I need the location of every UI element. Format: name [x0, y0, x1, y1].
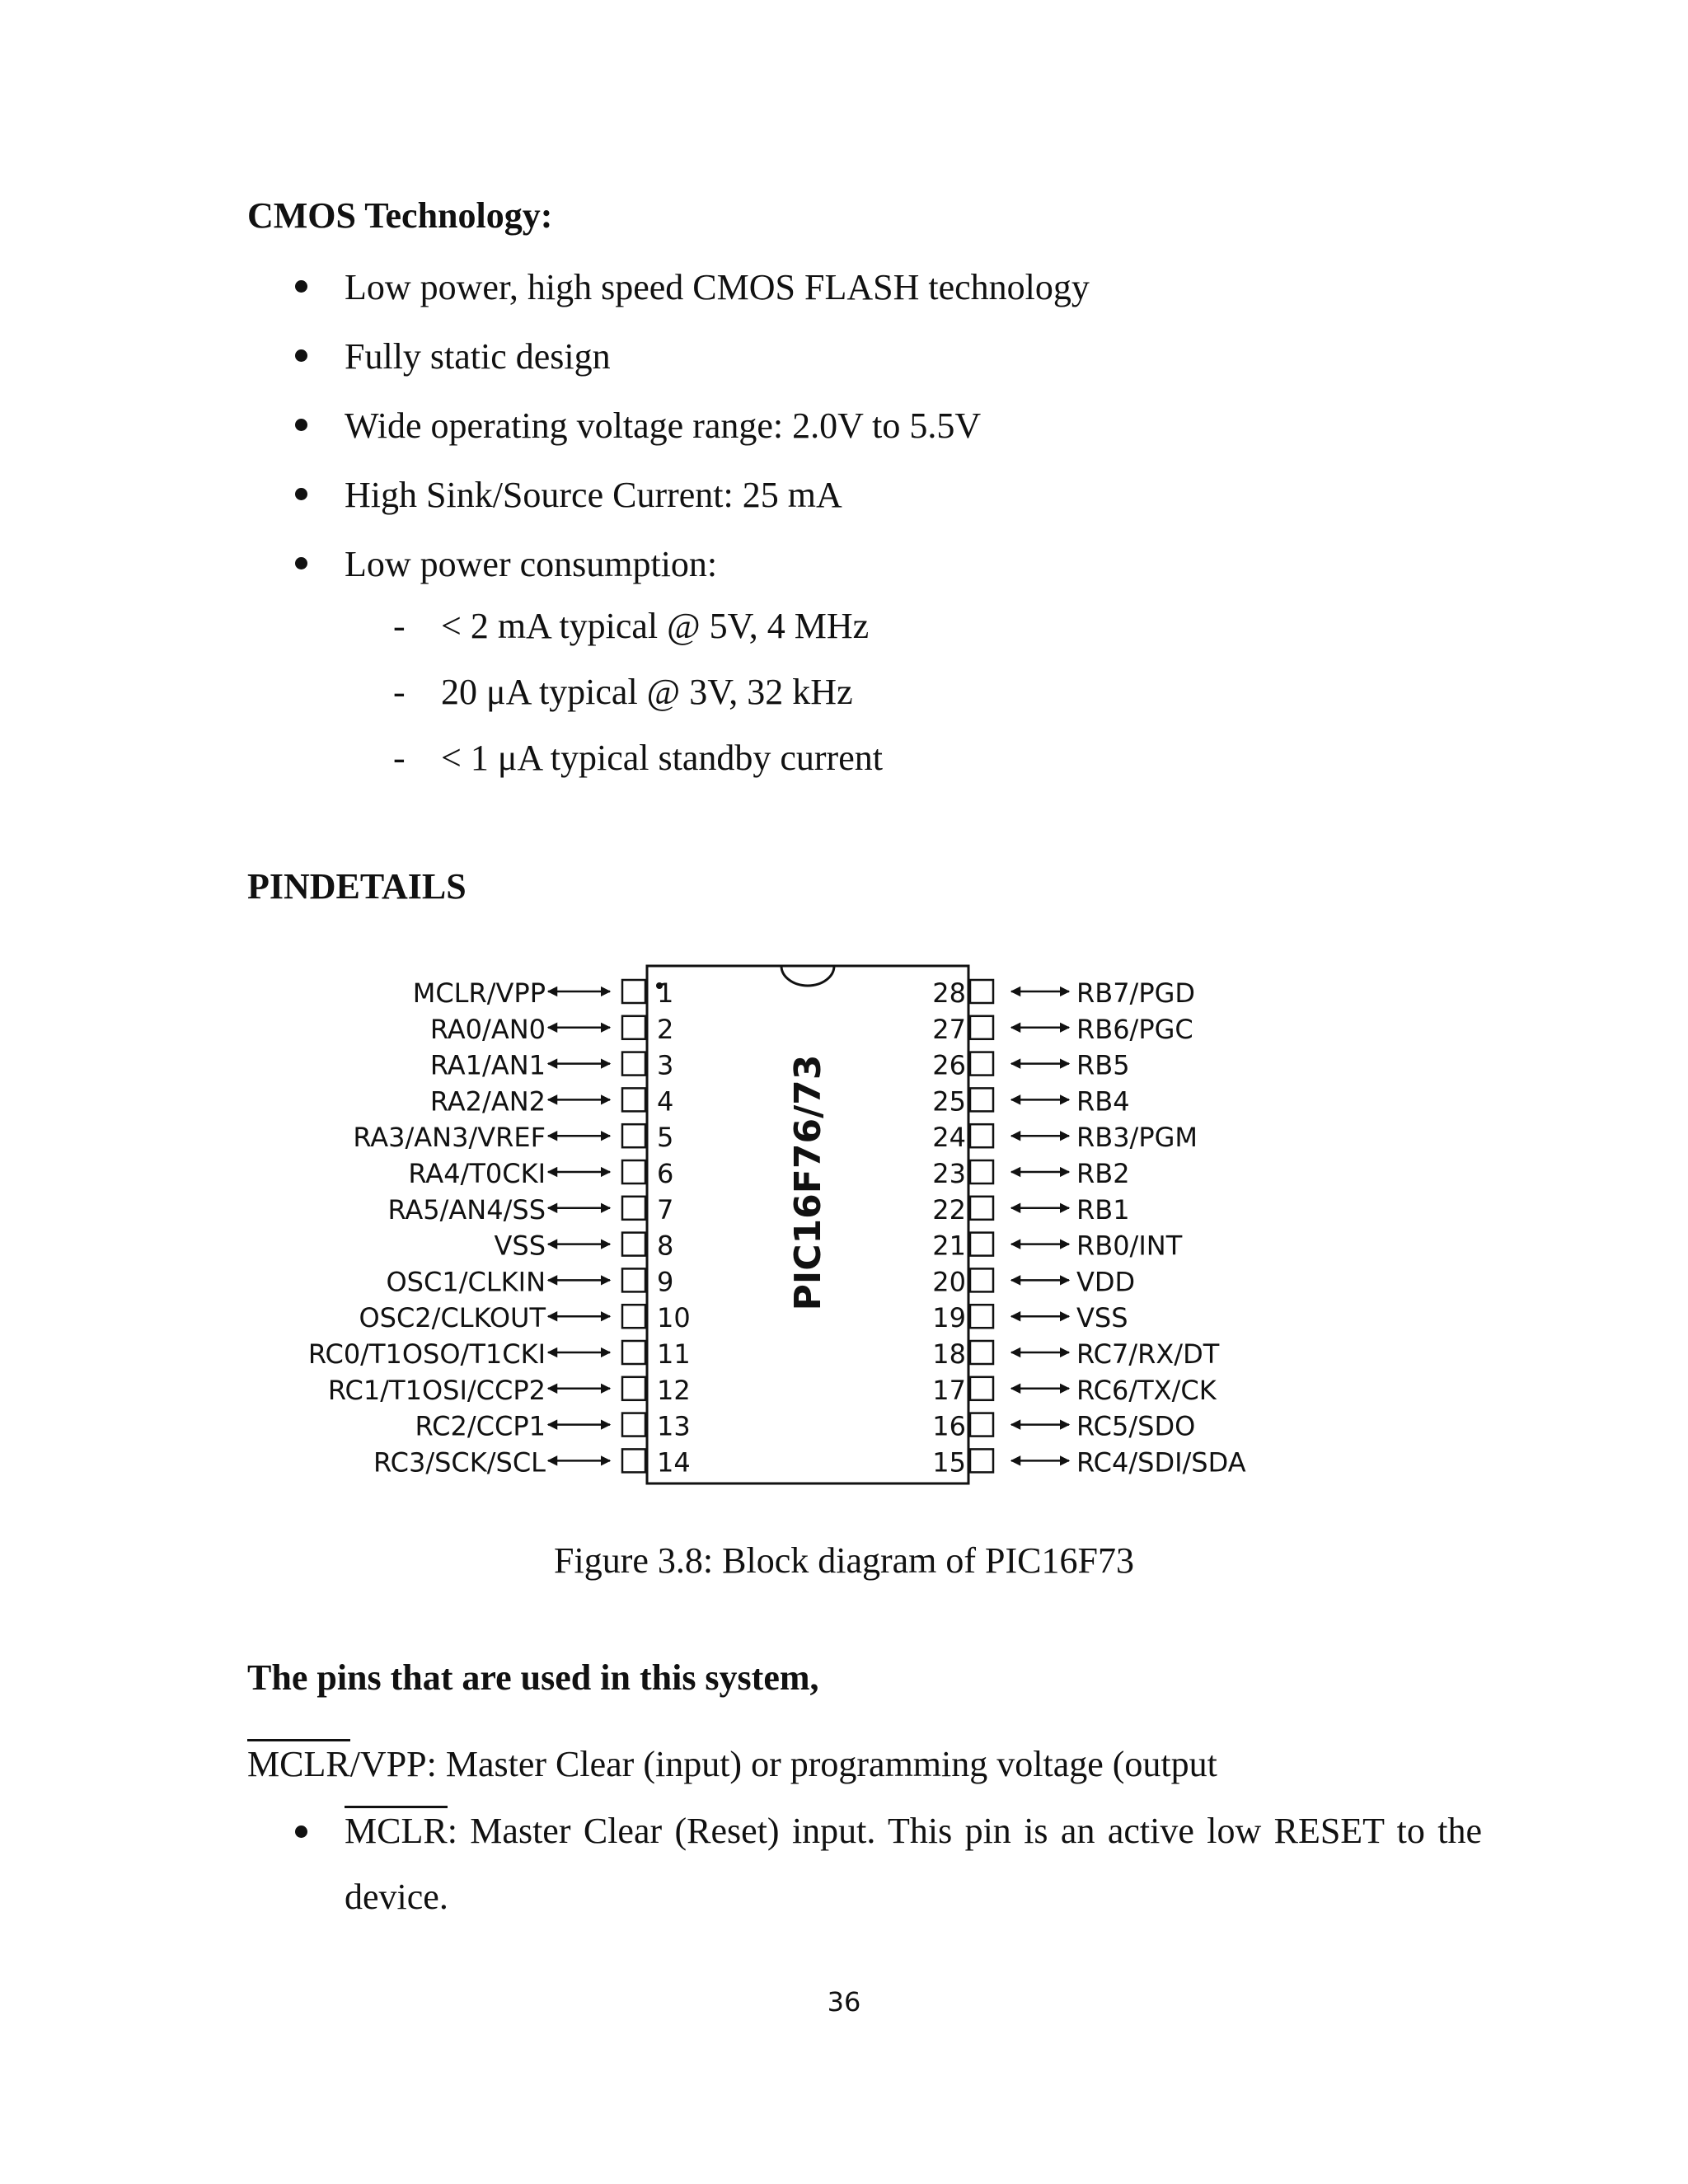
pin-row: [353, 1122, 673, 1153]
cmos-heading: CMOS Technology:: [247, 195, 553, 236]
pin-name: RA0/AN0: [429, 1013, 546, 1045]
pin-name: RB4: [1076, 1085, 1130, 1118]
pin-number: 5: [657, 1122, 674, 1154]
pin-name: RC7/RX/DT: [1076, 1338, 1220, 1370]
pin-box: [970, 1088, 993, 1111]
pins-used-heading: The pins that are used in this system,: [247, 1657, 819, 1698]
pin-number: 2: [657, 1013, 674, 1045]
pin-name: RA1/AN1: [429, 1049, 546, 1081]
pin-name: RA5/AN4/SS: [387, 1193, 546, 1226]
pin-number: 26: [932, 1049, 966, 1081]
pin-box: [970, 1233, 993, 1256]
pin-number: 13: [657, 1410, 691, 1442]
pin-row: [430, 1050, 674, 1081]
pin-box: [970, 1413, 993, 1436]
pin-row: [373, 1446, 691, 1478]
pin-name: RC0/T1OSO/T1CKI: [307, 1338, 546, 1370]
pin-name: RC1/T1OSI/CCP2: [327, 1374, 546, 1406]
pin-row: [359, 1302, 690, 1333]
mclr-description: MCLR/VPP: Master Clear (input) or programming voltage (output: [247, 1744, 1217, 1784]
pin-name: RA2/AN2: [429, 1085, 546, 1118]
pin-box: [622, 1052, 645, 1076]
pin-box: [970, 1016, 993, 1039]
figure-caption: Figure 3.8: Block diagram of PIC16F73: [554, 1540, 1134, 1581]
pin-row: [932, 1446, 1245, 1478]
pin-name: RB0/INT: [1076, 1230, 1183, 1262]
pin-number: 21: [932, 1230, 966, 1262]
pin-row: [932, 1014, 1193, 1045]
list-item: Low power consumption:: [247, 530, 1090, 599]
list-item: - < 2 mA typical @ 5V, 4 MHz: [393, 606, 870, 646]
pin-number: 20: [932, 1266, 966, 1298]
bullet-icon: [295, 1825, 307, 1838]
pin-box: [970, 1160, 993, 1183]
pin-box: [622, 1088, 645, 1111]
pin-box: [622, 1305, 645, 1328]
pin-number: 6: [657, 1158, 674, 1189]
pin-details-heading: PINDETAILS: [247, 866, 467, 907]
mclr-signal: MCLR: [345, 1811, 448, 1851]
pin-box: [970, 1197, 993, 1220]
pin-name: RA4/T0CKI: [408, 1158, 546, 1189]
pin-row: [328, 1375, 691, 1406]
pin-number: 22: [932, 1193, 966, 1226]
pin-box: [622, 1413, 645, 1436]
pin-row: [932, 1050, 1129, 1081]
pin-number: 19: [932, 1302, 966, 1334]
pin-name: RC4/SDI/SDA: [1076, 1446, 1246, 1479]
pin-number: 7: [657, 1193, 674, 1226]
pin-name: OSC2/CLKOUT: [359, 1302, 546, 1334]
pin-row: [932, 1085, 1129, 1117]
pin-name: RB6/PGC: [1076, 1013, 1193, 1045]
mclr-bullet-item: MCLR: Master Clear (Reset) input. This pin is an active low RESET to the device.: [247, 1798, 1482, 1930]
pin-name: RB1: [1076, 1193, 1130, 1226]
pin-number: 15: [932, 1446, 966, 1479]
pin-number: 3: [657, 1049, 674, 1081]
pin-name: OSC1/CLKIN: [386, 1266, 546, 1298]
pin-number: 14: [657, 1446, 691, 1479]
pin-box: [970, 1052, 993, 1076]
pin-row: [386, 1266, 673, 1297]
list-item: Wide operating voltage range: 2.0V to 5.5V: [247, 391, 1090, 461]
pin-number: 17: [932, 1374, 966, 1406]
pin-box: [622, 1016, 645, 1039]
pin-number: 11: [657, 1338, 691, 1370]
pin-name: VSS: [1076, 1302, 1128, 1334]
pin-row: [413, 977, 674, 1009]
page-number: 36: [827, 1986, 861, 2018]
pin-row: [932, 1158, 1129, 1189]
pin-box: [622, 1377, 645, 1400]
pin-box: [970, 980, 993, 1003]
pin-number: 12: [657, 1374, 691, 1406]
pin-name: RB5: [1076, 1049, 1130, 1081]
list-item: High Sink/Source Current: 25 mA: [247, 461, 1090, 530]
pin-number: 9: [657, 1266, 674, 1298]
pin-box: [622, 1124, 645, 1147]
pin-name: RC2/CCP1: [415, 1410, 546, 1442]
pin-row: [932, 1194, 1129, 1226]
list-item: - < 1 μA typical standby current: [393, 738, 883, 778]
pin-box: [970, 1124, 993, 1147]
pin-name: RB2: [1076, 1158, 1130, 1189]
pin-box: [970, 1305, 993, 1328]
pin-number: 10: [657, 1302, 691, 1334]
pin-number: 28: [932, 977, 966, 1009]
pin-name: RC5/SDO: [1076, 1410, 1196, 1442]
pin-row: [932, 977, 1195, 1009]
pin-box: [970, 1341, 993, 1364]
list-item: - 20 μA typical @ 3V, 32 kHz: [393, 672, 853, 712]
pin-name: RB7/PGD: [1076, 977, 1196, 1009]
pin-name: RA3/AN3/VREF: [353, 1122, 546, 1154]
pin-name: RC3/SCK/SCL: [373, 1446, 546, 1479]
chip-label: PIC16F76/73: [787, 1054, 829, 1311]
pin-row: [408, 1158, 673, 1189]
pin-row: [932, 1122, 1198, 1153]
pin-box: [622, 1197, 645, 1220]
pin-name: MCLR/VPP: [412, 977, 546, 1009]
pin-number: 23: [932, 1158, 966, 1189]
pin-number: 8: [657, 1230, 674, 1262]
pin-name: VDD: [1076, 1266, 1136, 1298]
pin-box: [622, 1233, 645, 1256]
pin-box: [970, 1377, 993, 1400]
pin-row: [387, 1194, 673, 1226]
list-item: Low power, high speed CMOS FLASH technology: [247, 253, 1090, 322]
pin-row: [430, 1085, 674, 1117]
pin-name: VSS: [494, 1230, 546, 1262]
pin-name: RB3/PGM: [1076, 1122, 1198, 1154]
mclr-signal: MCLR: [247, 1744, 350, 1784]
pin-number: 27: [932, 1013, 966, 1045]
pin-box: [970, 1268, 993, 1291]
list-item: Fully static design: [247, 322, 1090, 391]
pin-number: 24: [932, 1122, 966, 1154]
pin-box: [622, 1449, 645, 1472]
pin-row: [932, 1266, 1135, 1297]
pin-box: [970, 1449, 993, 1472]
pin-row: [430, 1014, 674, 1045]
pin-name: RC6/TX/CK: [1076, 1374, 1217, 1406]
pin-row: [932, 1302, 1128, 1333]
pin-number: 4: [657, 1085, 674, 1118]
pin-row: [932, 1411, 1195, 1442]
pin-row: [308, 1338, 691, 1370]
pin-number: 25: [932, 1085, 966, 1118]
pin-box: [622, 1341, 645, 1364]
pin-box: [622, 980, 645, 1003]
pin-number: 16: [932, 1410, 966, 1442]
pin-number: 1: [657, 977, 674, 1009]
pin-number: 18: [932, 1338, 966, 1370]
pin-row: [932, 1338, 1219, 1370]
pin-box: [622, 1268, 645, 1291]
pin-row: [932, 1375, 1217, 1406]
pin-box: [622, 1160, 645, 1183]
pin-row: [932, 1230, 1182, 1262]
